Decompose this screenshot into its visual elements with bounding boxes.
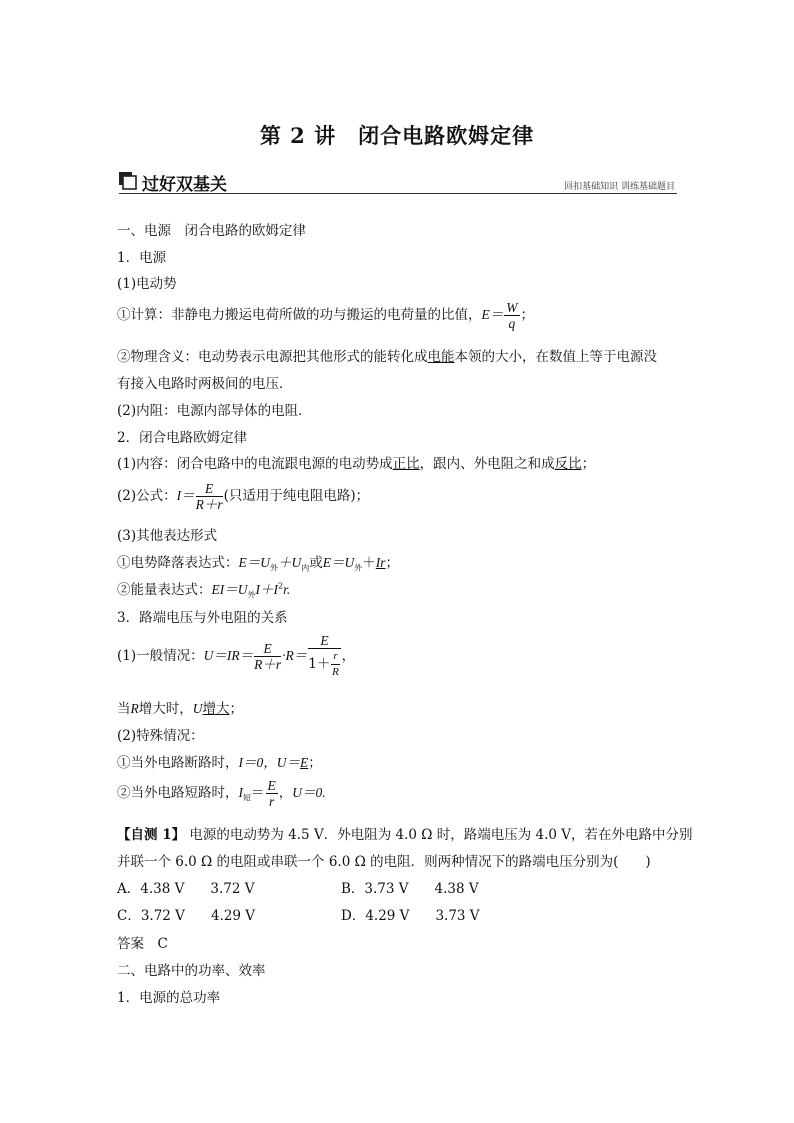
exercise-question-2: 并联一个 6.0 Ω 的电阻或串联一个 6.0 Ω 的电阻．则两种情况下的路端电压分别为( ): [117, 854, 651, 870]
r-increase-line: 当R增大时，U增大；: [117, 701, 243, 717]
option-b[interactable]: B．3.73 V 4.38 V: [341, 881, 479, 897]
emf-meaning-line: ②物理含义：电动势表示电源把其他形式的能转化成电能本领的大小，在数值上等于电源没: [117, 349, 657, 365]
law-formula-line: (2)公式：I＝ $\frac{E}{R+r}$ (只适用于纯电阻电路)；: [117, 481, 370, 512]
special-case-heading: (2)特殊情况：: [117, 728, 204, 744]
fraction-w-over-q: $\frac{W}{q}$: [506, 300, 518, 331]
section-divider: [119, 193, 677, 194]
emf-calc-line: ①计算：非静电力搬运电荷所做的功与搬运的电荷量的比值，E＝ $\frac{W}{q}$ ；: [117, 300, 534, 331]
subheading-power-source: 1．电源: [117, 250, 167, 266]
option-c[interactable]: C．3.72 V 4.29 V: [117, 908, 256, 924]
fraction-e-over-r-plus-r: $\frac{E}{R+r}$: [195, 481, 223, 512]
section-subtitle: 回扣基础知识 训练基础题目: [564, 182, 675, 192]
answer-line: 答案 C: [117, 936, 168, 952]
potential-drop-line: ①电势降落表达式：$E=U_外+U_内$或$E=U_外+Ir$；: [117, 555, 399, 573]
general-case-line: (1)一般情况：U＝IR＝ $\frac{E}{R+r}$ ·R＝ E 1＋ $\frac{r}{R}$ ，: [117, 633, 356, 678]
section-icon: [119, 172, 137, 190]
other-forms-heading: (3)其他表达形式: [117, 528, 218, 544]
fraction-e-over-nested: E 1＋ $\frac{r}{R}$: [308, 633, 339, 678]
heading-2: 二、电路中的功率、效率: [117, 963, 266, 979]
option-a[interactable]: A．4.38 V 3.72 V: [117, 881, 255, 897]
fraction-e-over-r-small: $\frac{E}{r}$: [267, 778, 276, 809]
exercise-question-1: 【自测 1】 电源的电动势为 4.5 V．外电阻为 4.0 Ω 时，路端电压为 4.0 V，若在外电路中分别: [117, 827, 693, 843]
fraction-e-over-r-plus-r-2: $\frac{E}{R+r}$: [254, 641, 282, 672]
subheading-emf: (1)电动势: [117, 276, 177, 292]
page-title: 第 2 讲 闭合电路欧姆定律: [259, 123, 535, 148]
emf-meaning-cont: 有接入电路时两极间的电压．: [117, 376, 293, 392]
subheading-total-power: 1．电源的总功率: [117, 990, 221, 1006]
heading-1: 一、电源 闭合电路的欧姆定律: [117, 223, 306, 239]
open-circuit-line: ①当外电路断路时，I＝0，U＝E；: [117, 755, 322, 771]
option-d[interactable]: D．4.29 V 3.73 V: [341, 908, 480, 924]
law-content-line: (1)内容：闭合电路中的电流跟电源的电动势成正比，跟内、外电阻之和成反比；: [117, 456, 596, 472]
internal-resistance-line: (2)内阻：电源内部导体的电阻．: [117, 403, 312, 419]
subheading-ohms-law: 2．闭合电路欧姆定律: [117, 430, 248, 446]
energy-line: ②能量表达式：$EI=U_外I+I^2r$.: [117, 581, 291, 600]
short-circuit-line: ②当外电路短路时，$I_短=$ $\frac{E}{r}$ ，U＝0.: [117, 778, 326, 809]
terminal-voltage-heading: 3．路端电压与外电阻的关系: [117, 610, 288, 626]
section-title: 过好双基关: [142, 175, 227, 195]
